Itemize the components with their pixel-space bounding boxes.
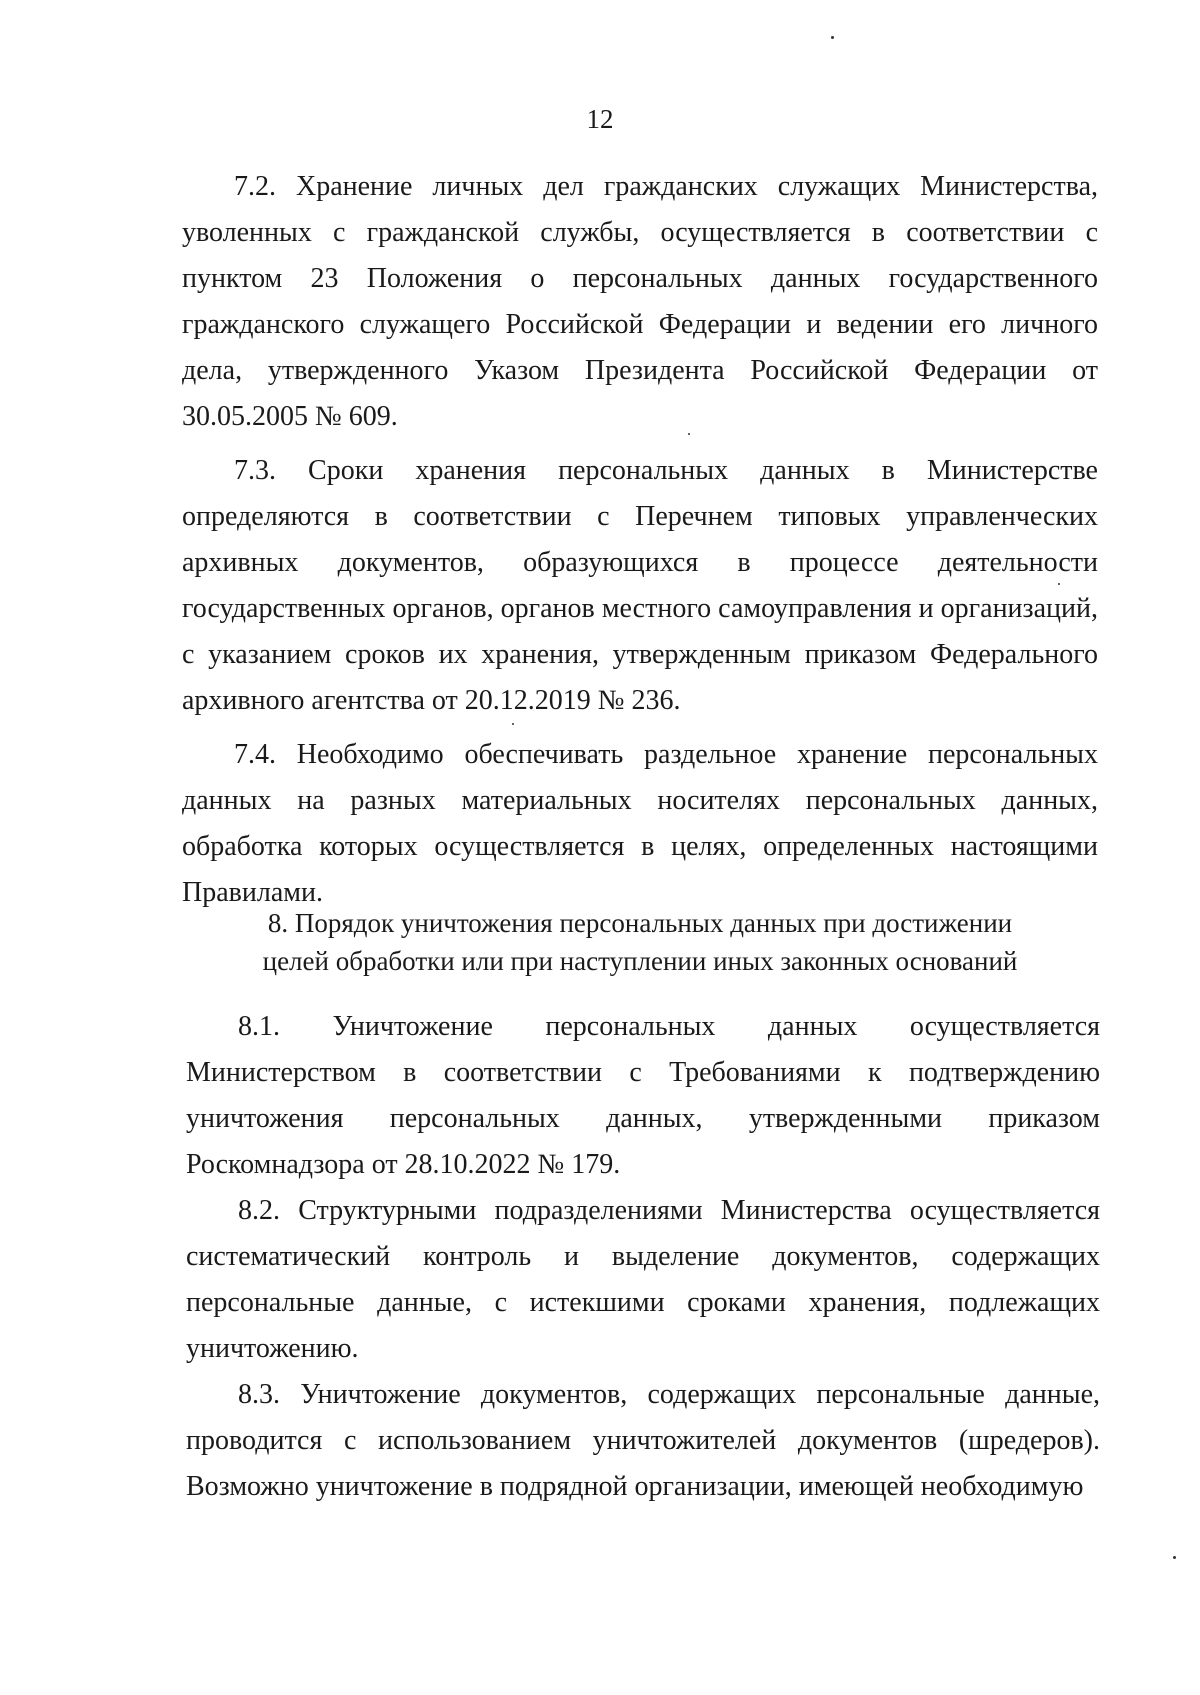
scan-speck (831, 36, 834, 39)
section-8-heading (182, 904, 1098, 980)
paragraph-7-4 (182, 732, 1098, 916)
paragraph-8-3 (186, 1372, 1100, 1510)
paragraph-7-3-text: 7.3. Сроки хранения персональных данных в Министерстве определяются в соответствии с Перечнем типовых управленческих архивных документов, образующихся в процессе деятельности государственных органов, органов местного самоуправления и организаций, с указанием сроков их хранения, утвержденным приказом Федерального архивного агентства от 20.12.2019 № 236. (182, 455, 1098, 716)
page-number: 12 (586, 104, 614, 134)
scan-speck (512, 723, 514, 725)
paragraph-7-4-text: 7.4. Необходимо обеспечивать раздельное хранение персональных данных на разных материальных носителях персональных данных, обработка которых осуществляется в целях, определенных настоящими Правилами. (182, 739, 1098, 908)
paragraph-8-3-text: 8.3. Уничтожение документов, содержащих персональные данные, проводится с использованием уничтожителей документов (шредеров). Возможно уничтожение в подрядной организации, имеющей необходимую (186, 1379, 1100, 1502)
section-8-heading-line-2: целей обработки или при наступлении иных законных оснований (262, 946, 1018, 976)
paragraph-7-2-text: 7.2. Хранение личных дел гражданских служащих Министерства, уволенных с гражданской службы, осуществляется в соответствии с пунктом 23 Положения о персональных данных государственного гражданского служащего Российской Федерации и ведении его личного дела, утвержденного Указом Президента Российской Федерации от 30.05.2005 № 609. (182, 171, 1098, 432)
scan-speck (688, 433, 690, 435)
scan-speck (1058, 583, 1060, 585)
paragraph-8-2-text: 8.2. Структурными подразделениями Министерства осуществляется систематический контроль и выделение документов, содержащих персональные данные, с истекшими сроками хранения, подлежащих уничтожению. (186, 1195, 1100, 1364)
paragraph-8-1 (186, 1004, 1100, 1188)
section-8-heading-line-1: 8. Порядок уничтожения персональных данных при достижении (267, 908, 1013, 938)
scan-speck (1173, 1556, 1176, 1559)
paragraph-8-2 (186, 1188, 1100, 1372)
paragraph-7-3 (182, 448, 1098, 724)
paragraph-8-1-text: 8.1. Уничтожение персональных данных осуществляется Министерством в соответствии с Требованиями к подтверждению уничтожения персональных данных, утвержденными приказом Роскомнадзора от 28.10.2022 № 179. (186, 1011, 1100, 1180)
paragraph-7-2 (182, 164, 1098, 440)
